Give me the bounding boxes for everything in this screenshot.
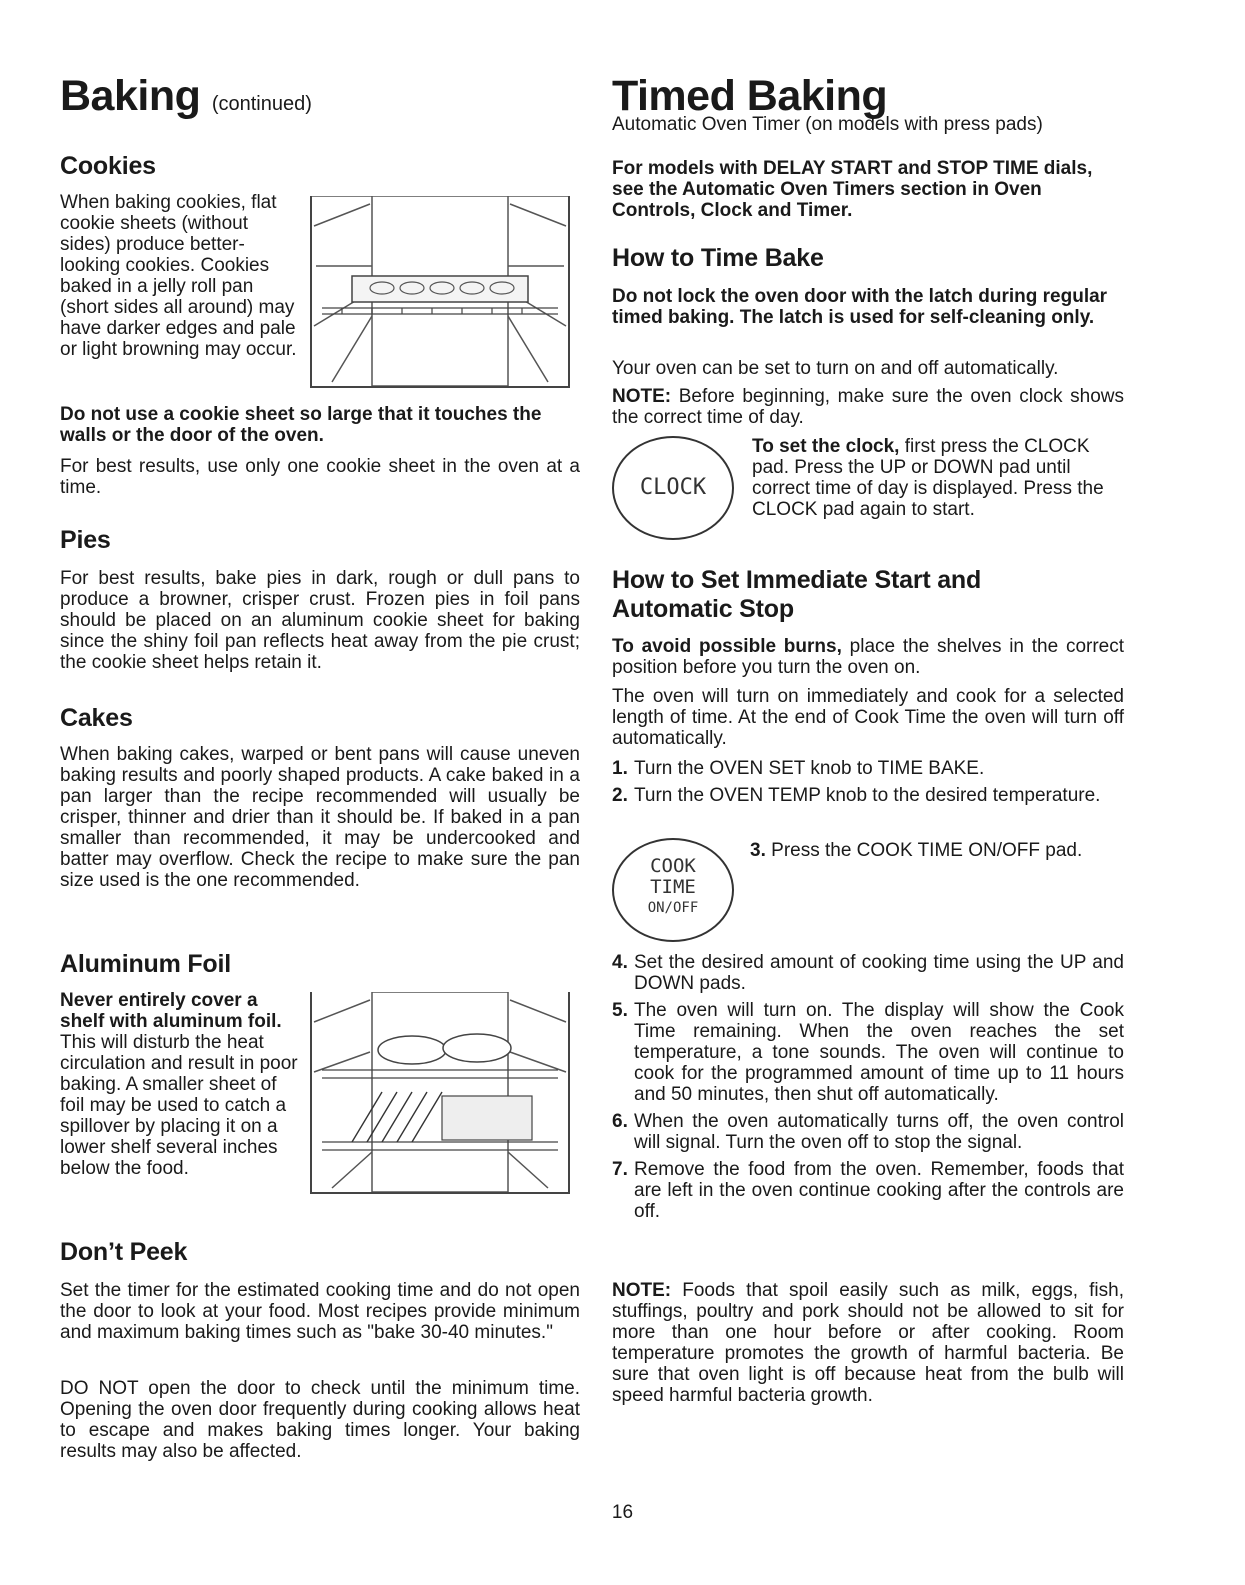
pad-line-1: COOK xyxy=(650,855,696,877)
heading-dont-peek: Don’t Peek xyxy=(60,1238,188,1266)
cookie-oven-illustration xyxy=(310,196,570,388)
peek-paragraph-1: Set the timer for the estimated cooking time and do not open the door to look at your food. Most recipes provide minimum and maximum baking times such as "bake 30-40 minutes." xyxy=(60,1280,580,1343)
heading-how-to-time-bake: How to Time Bake xyxy=(612,244,824,272)
heading-cakes: Cakes xyxy=(60,704,133,732)
step-5: 5. The oven will turn on. The display will show the Cook Time remaining. When the oven reaches the set temperature, a tone sounds. The oven will continue to cook for the programmed amount of time up to 11 hours and 50 minutes, then shut off automatically. xyxy=(612,1000,1124,1105)
cook-time-pad-icon xyxy=(612,838,734,942)
immediate-paragraph: The oven will turn on immediately and cook for a selected length of time. At the end of Cook Time the oven will turn off automatically. xyxy=(612,686,1124,749)
peek-paragraph-2: DO NOT open the door to check until the minimum time. Opening the oven door frequently during cooking allows heat to escape and makes baking times longer. Your baking results may also be affected. xyxy=(60,1378,580,1462)
step-7: 7. Remove the food from the oven. Remember, foods that are left in the oven continue cooking after the controls are off. xyxy=(612,1159,1124,1222)
time-bake-paragraph: Your oven can be set to turn on and off automatically. xyxy=(612,358,1059,379)
step-3: 3. Press the COOK TIME ON/OFF pad. xyxy=(750,840,1083,861)
time-bake-note xyxy=(612,386,1124,428)
heading-immediate-start: How to Set Immediate Start and Automatic Stop xyxy=(612,566,982,623)
steps-list-top xyxy=(612,758,1124,806)
page-title-baking: Baking (continued) xyxy=(60,72,312,120)
step-1: 1. Turn the OVEN SET knob to TIME BAKE. xyxy=(612,758,985,779)
intro-bold: For models with DELAY START and STOP TIME dials, see the Automatic Oven Timers section in Oven Controls, Clock and Timer. xyxy=(612,158,1093,221)
steps-list-bottom xyxy=(612,952,1124,1222)
heading-aluminum-foil: Aluminum Foil xyxy=(60,950,231,978)
foil-oven-illustration xyxy=(310,992,570,1194)
cookies-paragraph: When baking cookies, flat cookie sheets (without sides) produce better-looking cookies. Cookies baked in a jelly roll pan (short sides all around) may have darker edges and pale or light browning may occur. xyxy=(60,192,297,360)
food-safety-note xyxy=(612,1280,1124,1406)
title-subscript: (continued) xyxy=(211,93,312,115)
step-2: 2. Turn the OVEN TEMP knob to the desired temperature. xyxy=(612,785,1101,806)
note-text: Before beginning, make sure the oven clock shows the correct time of day. xyxy=(612,386,1124,428)
note-text-2: Foods that spoil easily such as milk, eggs, fish, stuffings, poultry and pork should not be allowed to sit for more than one hour before or after cooking. Room temperature promotes the growth of harmful bacteria. Be sure that oven light is off because heat from the bulb will speed harmful bacteria growth. xyxy=(612,1280,1124,1406)
note-label: NOTE: xyxy=(612,386,672,407)
pad-line-2: TIME xyxy=(650,876,696,898)
burn-text: place the shelves in the correct position before you turn the oven on. xyxy=(612,636,1125,678)
cakes-paragraph: When baking cakes, warped or bent pans will cause uneven baking results and poorly shaped products. A cake baked in a pan larger than the recipe recommended will usually be crisper, thinner and drier than it should be. If baked in a pan smaller than recommended, it may be undercooked and batter may overflow. Check the recipe to make sure the pan size used is the one recommended. xyxy=(60,744,580,891)
heading-pies: Pies xyxy=(60,526,111,554)
clock-text: first press the CLOCK pad. Press the UP or DOWN pad until correct time of day is displayed. Press the CLOCK pad again to start. xyxy=(752,436,1104,520)
timed-baking-subtitle: Automatic Oven Timer (on models with press pads) xyxy=(612,114,1043,135)
step-4: 4. Set the desired amount of cooking time using the UP and DOWN pads. xyxy=(612,952,1124,994)
clock-pad-label: CLOCK xyxy=(639,475,707,500)
step-6: 6. When the oven automatically turns off, the oven control will signal. Turn the oven off to stop the signal. xyxy=(612,1111,1124,1153)
clock-pad-icon xyxy=(612,436,734,540)
cookies-tip: For best results, use only one cookie sheet in the oven at a time. xyxy=(60,456,580,498)
heading-cookies: Cookies xyxy=(60,152,156,180)
page-number: 16 xyxy=(611,1502,634,1523)
pies-paragraph: For best results, bake pies in dark, rough or dull pans to produce a browner, crisper crust. Frozen pies in foil pans should be placed on an aluminum cookie sheet for baking since the shiny foil pan reflects heat away from the pie crust; the cookie sheet helps retain it. xyxy=(60,568,580,673)
clock-bold: To set the clock, xyxy=(752,436,900,457)
pad-line-3: ON/OFF xyxy=(647,900,699,916)
foil-bold: Never entirely cover a shelf with aluminum foil. xyxy=(60,990,282,1032)
burn-warning xyxy=(612,636,1124,678)
foil-text: This will disturb the heat circulation and result in poor baking. A smaller sheet of foil may be used to catch a spillover by placing it on a lower shelf several inches below the food. xyxy=(60,1032,298,1179)
burn-bold: To avoid possible burns, xyxy=(612,636,842,657)
page-title-timed-baking: Timed Baking xyxy=(612,72,888,120)
clock-instructions xyxy=(752,436,1124,520)
time-bake-warning: Do not lock the oven door with the latch during regular timed baking. The latch is used for self-cleaning only. xyxy=(612,286,1108,328)
foil-paragraph xyxy=(60,990,300,1179)
note-label-2: NOTE: xyxy=(612,1280,672,1301)
cookies-warning: Do not use a cookie sheet so large that it touches the walls or the door of the oven. xyxy=(60,404,542,446)
